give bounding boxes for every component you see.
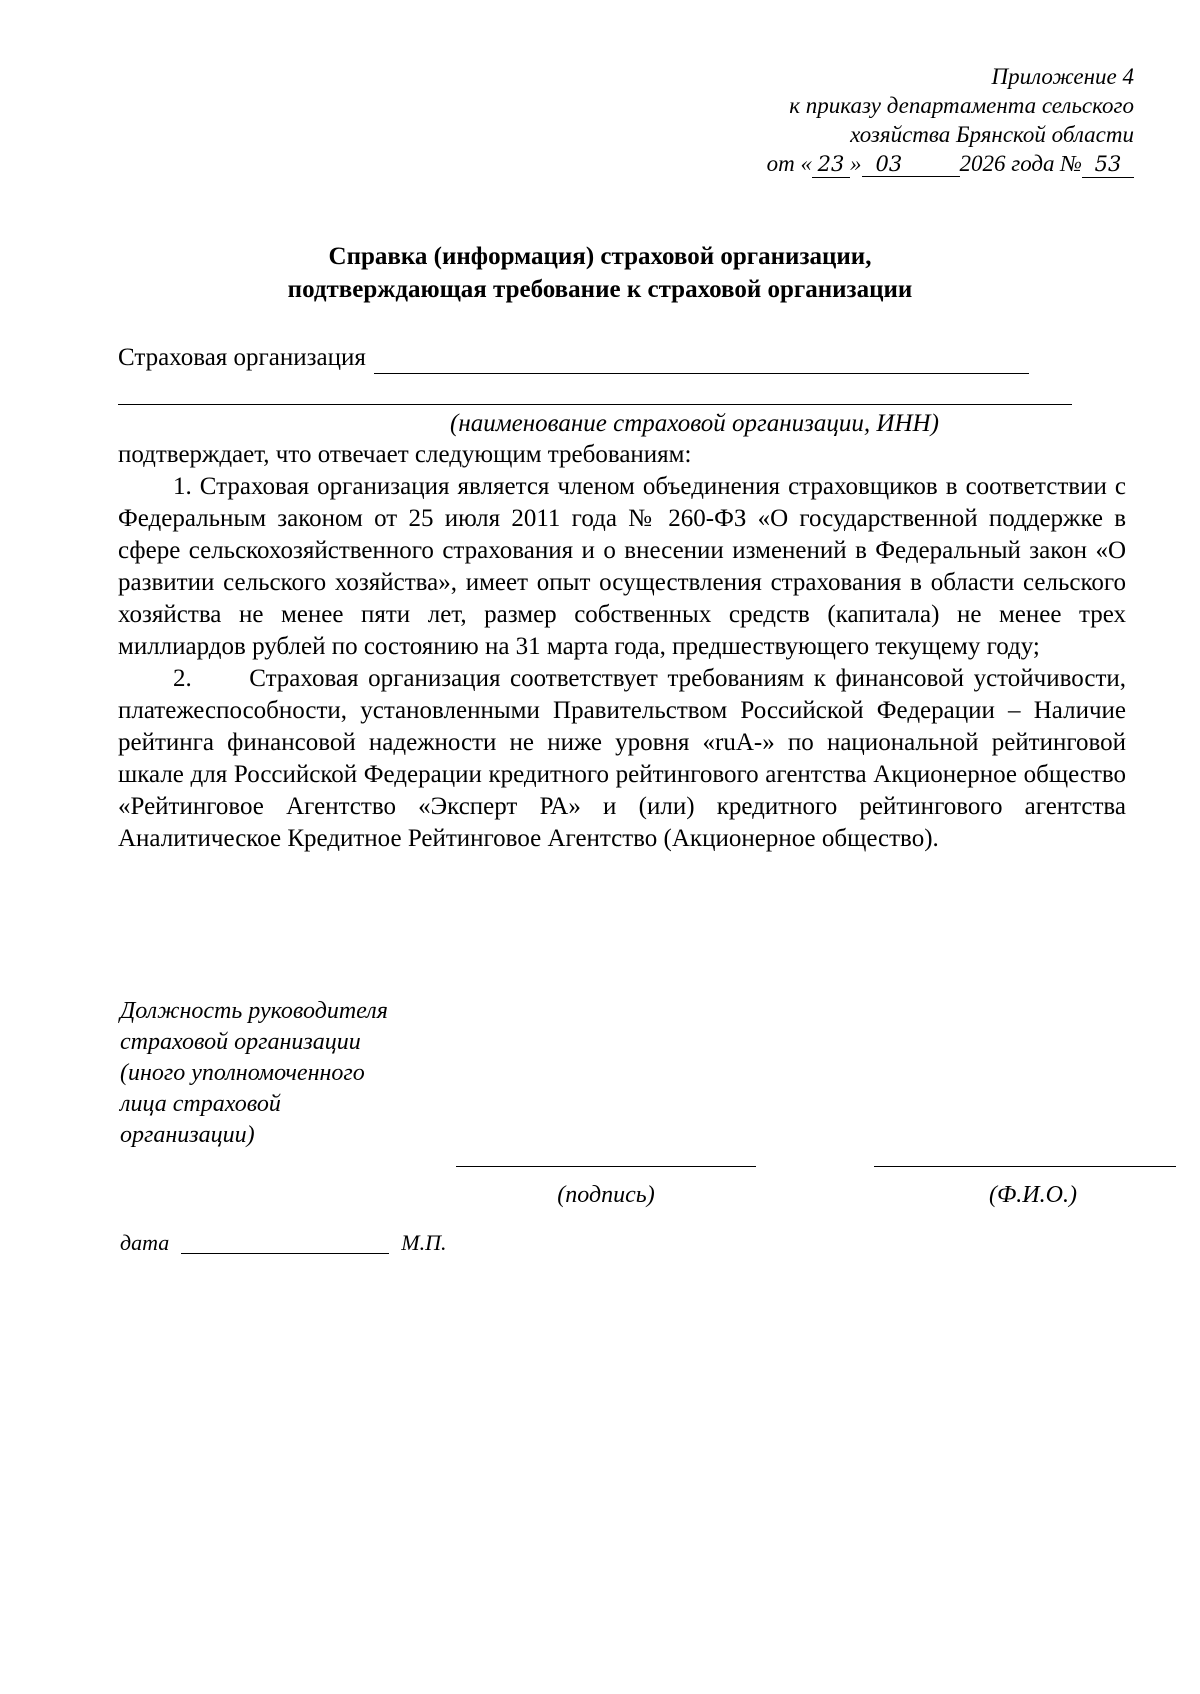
position-line-2: страховой организации <box>120 1029 361 1055</box>
intro-text: подтверждает, что отвечает следующим требованиям: <box>118 441 692 468</box>
org-name-field[interactable] <box>374 349 1029 374</box>
year-text: 2026 года № <box>959 151 1082 176</box>
org-name-field-continued[interactable] <box>118 374 1072 405</box>
stamp-label: М.П. <box>401 1230 447 1255</box>
month-blank <box>862 153 960 177</box>
position-line-5: организации) <box>120 1122 255 1148</box>
signatory-position <box>120 996 450 1151</box>
org-field-caption: (наименование страховой организации, ИНН) <box>450 410 939 437</box>
full-name-caption: (Ф.И.О.) <box>989 1182 1077 1208</box>
date-label: дата <box>120 1230 170 1255</box>
handwritten-month: 03 <box>875 152 903 176</box>
handwritten-day: 23 <box>817 152 845 176</box>
document-body <box>118 340 1133 855</box>
full-name-field[interactable] <box>874 1166 1176 1167</box>
appendix-department: хозяйства Брянской области <box>850 122 1134 147</box>
date-field[interactable] <box>181 1231 389 1254</box>
date-prefix: от « <box>766 151 812 176</box>
appendix-order-ref: к приказу департамента сельского <box>789 93 1134 118</box>
position-line-3: (иного уполномоченного <box>120 1060 365 1086</box>
appendix-date-line <box>714 149 1134 178</box>
appendix-header <box>714 62 1134 178</box>
date-close-quote: » <box>850 151 862 176</box>
position-line-1: Должность руководителя <box>120 998 388 1024</box>
requirement-1: 1. Страховая организация является членом объединения страховщиков в соответствии с Федеральным законом от 25 июля 2011 года № 260-ФЗ «О государственной поддержке в сфере сельскохозяйственного страхования и о внесении изменений в Федеральный закон «О развитии сельского хозяйства», имеет опыт осуществления страхования в области сельского хозяйства не менее пяти лет, размер собственных средств (капитала) не менее трех миллиардов рублей по состоянию на 31 марта года, предшествующего текущему году; <box>118 473 1126 660</box>
signature-caption: (подпись) <box>557 1182 655 1208</box>
signature-field[interactable] <box>456 1166 756 1167</box>
title-line-1: Справка (информация) страховой организации, <box>328 243 872 270</box>
org-label: Страховая организация <box>118 344 366 371</box>
org-field-row <box>118 340 1126 374</box>
number-blank <box>1082 153 1134 178</box>
requirement-2: 2. Страховая организация соответствует требованиям к финансовой устойчивости, платежеспособности, установленными Правительством Российской Федерации – Наличие рейтинга финансовой надежности не ниже уровня «ruA-» по национальной рейтинговой шкале для Российской Федерации кредитного рейтингового агентства Акционерное общество «Рейтинговое Агентство «Эксперт РА» и (или) кредитного рейтингового агентства Аналитическое Кредитное Рейтинговое Агентство (Акционерное общество). <box>118 665 1133 852</box>
day-blank <box>812 153 850 178</box>
date-stamp-row <box>120 1228 447 1258</box>
handwritten-number: 53 <box>1094 152 1122 176</box>
appendix-title: Приложение 4 <box>991 64 1134 89</box>
position-line-4: лица страховой <box>120 1091 281 1117</box>
document-title <box>0 240 1200 306</box>
title-line-2: подтверждающая требование к страховой организации <box>287 276 913 303</box>
